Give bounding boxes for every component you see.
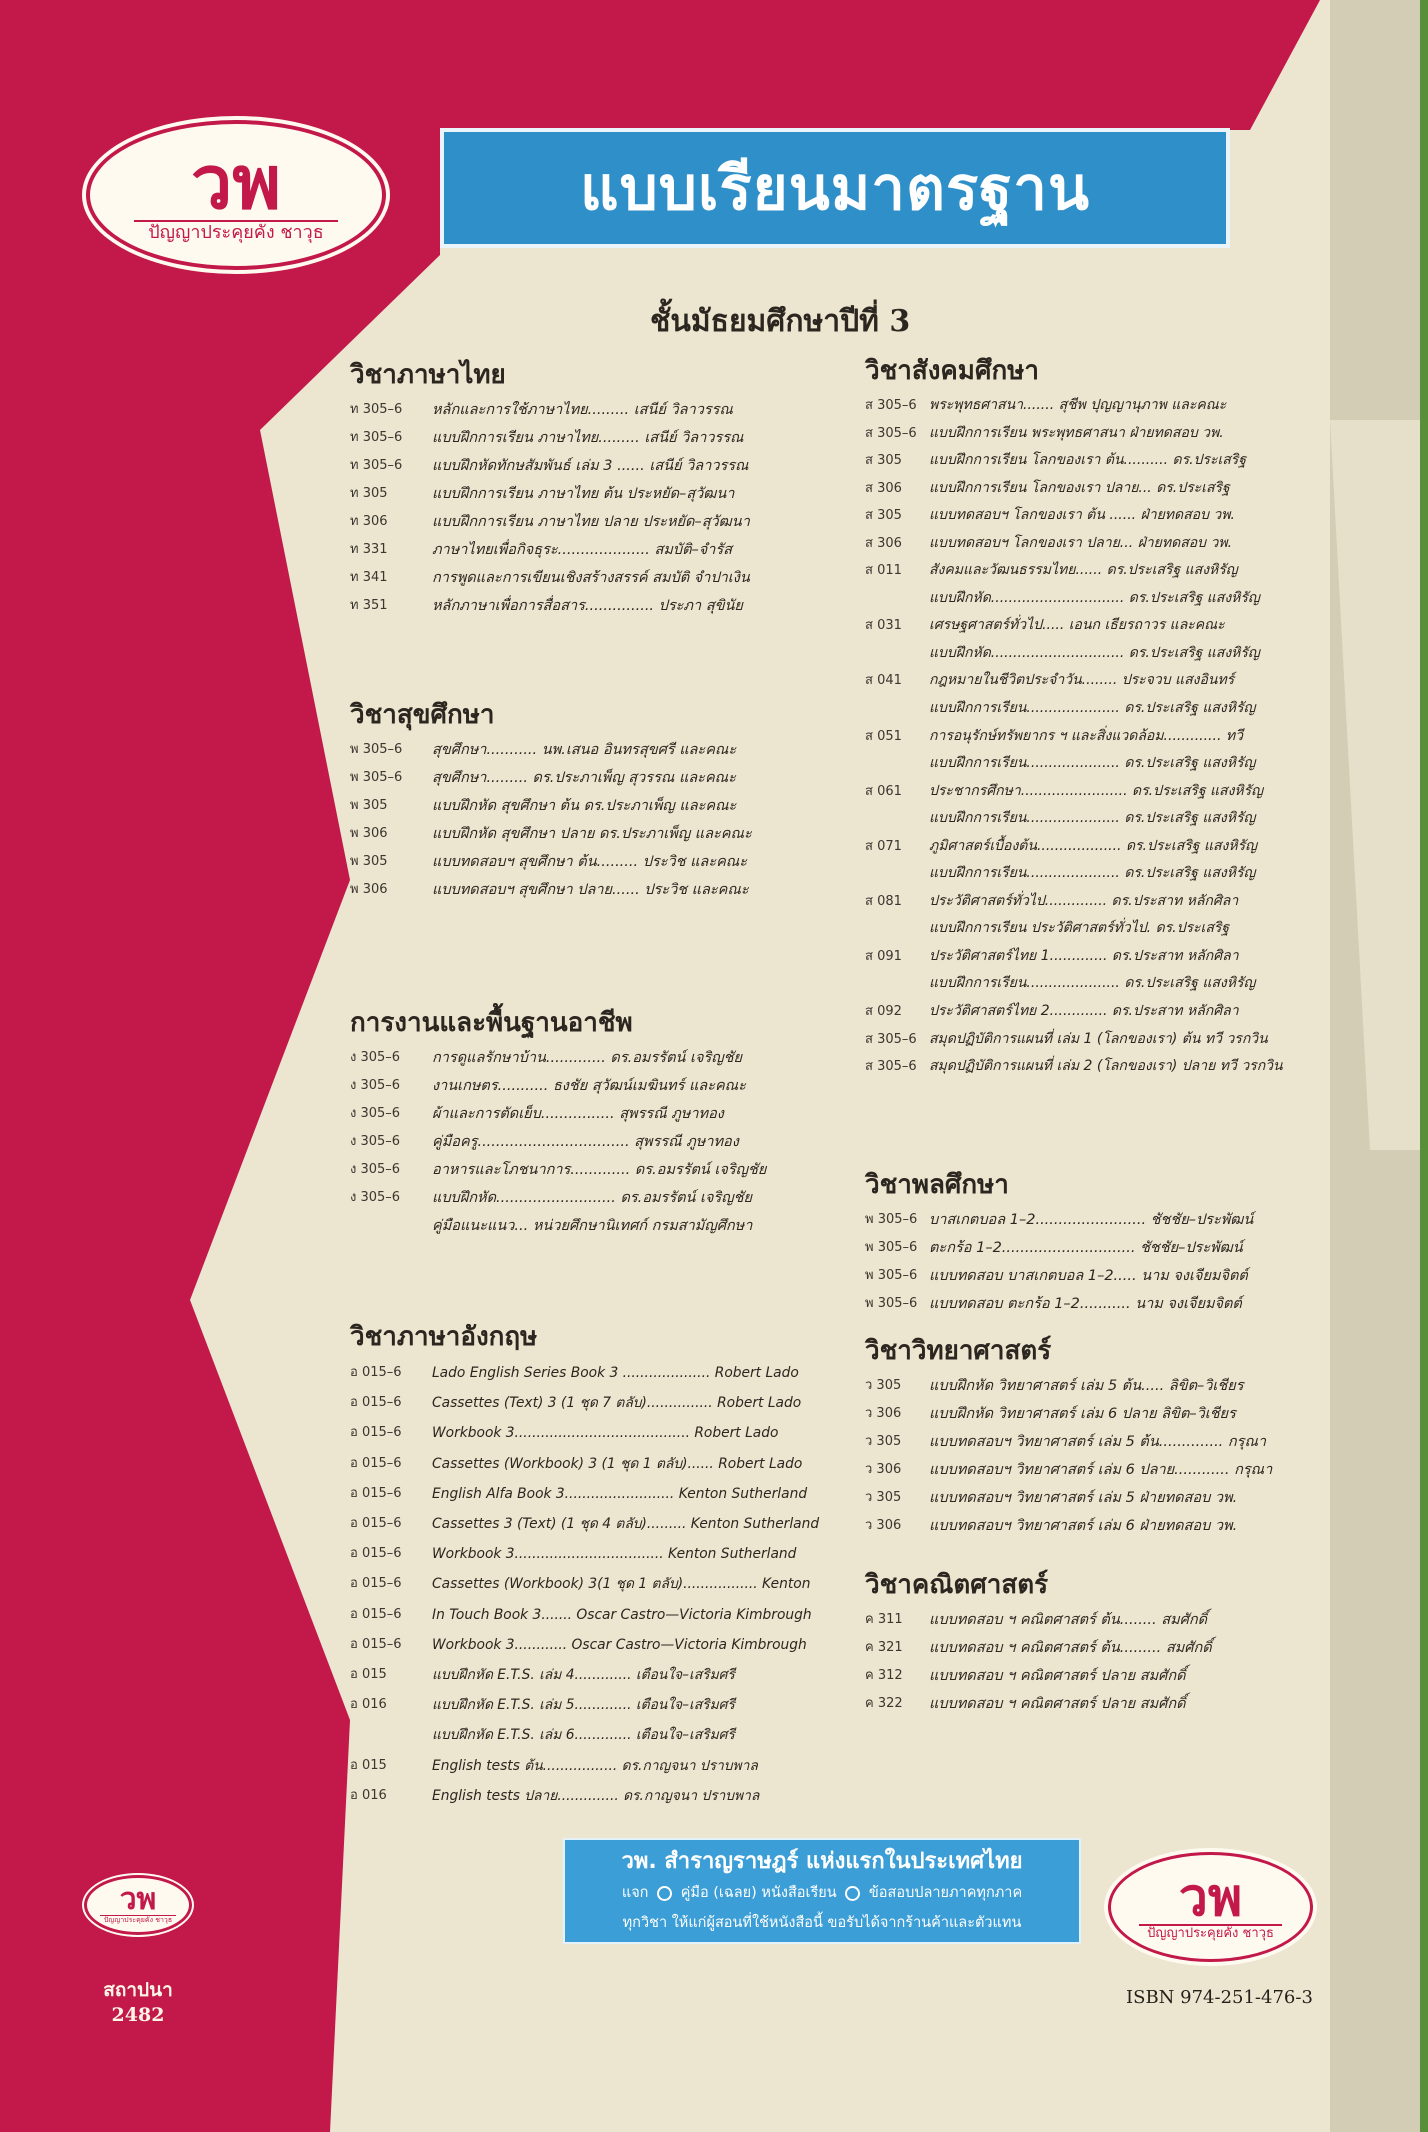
- course-code: อ 015–6: [350, 1606, 402, 1622]
- book-entry: แบบทดสอบฯ โลกของเรา ต้น ...... ฝ่ายทดสอบ วพ.: [929, 507, 1235, 524]
- book-entry: แบบฝึกการเรียน โลกของเรา ต้น.......... ดร.ประเสริฐ: [929, 452, 1247, 469]
- founded-year: 2482: [111, 2004, 165, 2026]
- course-code: ท 305–6: [350, 430, 403, 445]
- book-row: [865, 1428, 1330, 1456]
- book-row: [350, 1539, 820, 1569]
- course-code: พ 305: [350, 798, 388, 813]
- book-row: [865, 1234, 1330, 1262]
- course-code: อ 015–6: [350, 1365, 402, 1380]
- book-entry: งานเกษตร........... ธงชัย สุวัฒน์เมฆินทร์ และคณะ: [432, 1078, 746, 1094]
- course-code: ค 322: [865, 1696, 903, 1711]
- course-code: ท 331: [350, 542, 388, 557]
- course-code: ง 305–6: [350, 1050, 401, 1065]
- book-entry: การอนุรักษ์ทรัพยากร ฯ และสิ่งแวดล้อม............. ทวี: [929, 727, 1243, 744]
- book-entry: Cassettes (Workbook) 3(1 ชุด 1 ตลับ)................. Kenton: [432, 1576, 811, 1593]
- book-row: [350, 1751, 820, 1781]
- book-row: [350, 1184, 820, 1212]
- course-code: ว 306: [865, 1462, 902, 1477]
- course-code: ว 306: [865, 1518, 902, 1533]
- course-code: อ 016: [350, 1697, 387, 1713]
- book-entry: แบบทดสอบ ฯ คณิตศาสตร์ ต้น........ สมศักดิ์: [929, 1612, 1208, 1628]
- course-code: ค 312: [865, 1668, 903, 1683]
- book-row: [350, 1100, 820, 1128]
- book-row: [350, 1720, 820, 1750]
- section-title: วิชาวิทยาศาสตร์: [865, 1336, 1052, 1366]
- book-row: [350, 1509, 820, 1539]
- book-entry: สังคมและวัฒนธรรมไทย...... ดร.ประเสริฐ แสงหิรัญ: [929, 562, 1238, 579]
- book-row: [350, 1569, 820, 1599]
- book-entry: การพูดและการเขียนเชิงสร้างสรรค์ สมบัติ จำปาเงิน: [432, 570, 750, 586]
- course-code: [350, 1720, 432, 1750]
- book-entry: แบบทดสอบฯ สุขศึกษา ปลาย...... ประวิช และคณะ: [432, 882, 749, 898]
- book-entry: แบบฝึกหัด สุขศึกษา ปลาย ดร.ประภาเพ็ญ และคณะ: [432, 826, 752, 842]
- book-row: [350, 792, 820, 820]
- course-code: พ 305–6: [865, 1212, 918, 1227]
- course-code: ส 081: [865, 893, 902, 909]
- publisher-logo: [86, 120, 386, 270]
- book-row: [865, 1290, 1330, 1318]
- book-entry: Cassettes 3 (Text) (1 ชุด 4 ตลับ)......... Kenton Sutherland: [432, 1516, 820, 1533]
- section-health: [350, 696, 820, 904]
- book-row: [350, 1781, 820, 1811]
- course-code: พ 306: [350, 826, 388, 841]
- course-code: ส 051: [865, 728, 902, 744]
- book-row: [865, 475, 1330, 503]
- course-code: ส 061: [865, 783, 902, 799]
- book-entry: แบบทดสอบฯ โลกของเรา ปลาย... ฝ่ายทดสอบ วพ.: [929, 534, 1233, 551]
- book-entry: Cassettes (Text) 3 (1 ชุด 7 ตลับ)............... Robert Lado: [432, 1395, 802, 1412]
- book-row: [350, 764, 820, 792]
- book-row: [350, 396, 820, 424]
- series-title: แบบเรียนมาตรฐาน: [580, 153, 1090, 224]
- section-thai: [350, 356, 820, 620]
- book-entry: คู่มือแนะแนว... หน่วยศึกษานิเทศก์ กรมสามัญศึกษา: [432, 1218, 753, 1234]
- book-row: [865, 695, 1330, 723]
- section-title: วิชาสุขศึกษา: [350, 700, 495, 730]
- course-code: พ 305–6: [350, 770, 403, 785]
- isbn: ISBN 974-251-476-3: [1126, 1987, 1313, 2008]
- course-code: อ 015: [350, 1757, 387, 1773]
- book-entry: แบบฝึกหัด วิทยาศาสตร์ เล่ม 5 ต้น..... ลิขิต–วิเชียร: [929, 1378, 1244, 1394]
- book-entry: คู่มือครู................................. สุพรรณี ภูษาทอง: [432, 1134, 739, 1150]
- book-entry: แบบฝึกหัด สุขศึกษา ต้น ดร.ประภาเพ็ญ และคณะ: [432, 798, 737, 814]
- book-row: [350, 1156, 820, 1184]
- course-code: อ 015–6: [350, 1576, 402, 1592]
- book-entry: แบบฝึกการเรียน โลกของเรา ปลาย... ดร.ประเสริฐ: [929, 479, 1230, 496]
- course-code: [350, 1212, 432, 1240]
- book-entry: พระพุทธศาสนา....... สุชีพ ปุญญานุภาพ และคณะ: [929, 397, 1227, 413]
- book-entry: English tests ต้น................. ดร.กาญจนา ปราบพาล: [432, 1757, 758, 1774]
- book-entry: ประวัติศาสตร์ไทย 1............. ดร.ประสาท หลักศิลา: [929, 947, 1239, 964]
- book-row: [865, 943, 1330, 971]
- promo-box: [563, 1838, 1081, 1944]
- course-code: [865, 640, 929, 668]
- course-code: อ 015–6: [350, 1546, 402, 1562]
- section-title: วิชาคณิตศาสตร์: [865, 1570, 1049, 1600]
- logo-mark: วพ: [1178, 1867, 1243, 1929]
- book-row: [865, 723, 1330, 751]
- logo-motto: ปัญญาประคุยคัง ชาวุธ: [100, 1915, 176, 1924]
- course-code: [865, 750, 929, 778]
- book-row: [865, 502, 1330, 530]
- course-code: ส 011: [865, 563, 902, 579]
- book-entry: แบบทดสอบ ตะกร้อ 1–2........... นาม จงเจียมจิตต์: [929, 1296, 1242, 1312]
- course-code: ว 305: [865, 1490, 902, 1505]
- grade-heading: ชั้นมัธยมศึกษาปีที่ 3: [650, 304, 911, 339]
- course-code: ง 305–6: [350, 1162, 401, 1177]
- course-code: ส 305: [865, 453, 902, 469]
- course-code: ง 305–6: [350, 1134, 401, 1149]
- book-row: [865, 557, 1330, 585]
- book-row: [350, 1418, 820, 1448]
- book-entry: แบบฝึกการเรียน ภาษาไทย ต้น ประหยัด–สุวัฒนา: [432, 486, 735, 502]
- founded-stamp: [88, 1978, 188, 2028]
- book-entry: บาสเกตบอล 1–2........................ ชัชชัย–ประพัฒน์: [929, 1212, 1254, 1228]
- course-code: ค 321: [865, 1640, 903, 1655]
- book-row: [350, 736, 820, 764]
- course-code: อ 015–6: [350, 1485, 402, 1501]
- section-math: [865, 1566, 1330, 1718]
- book-row: [865, 860, 1330, 888]
- book-row: [865, 585, 1330, 613]
- course-code: อ 016: [350, 1787, 387, 1803]
- course-code: [865, 915, 929, 943]
- course-code: ส 041: [865, 673, 902, 689]
- number-one-icon: [657, 1886, 672, 1901]
- book-row: [350, 1044, 820, 1072]
- course-code: อ 015–6: [350, 1516, 402, 1532]
- book-entry: English Alfa Book 3......................... Kenton Sutherland: [432, 1485, 808, 1502]
- book-row: [350, 592, 820, 620]
- book-entry: แบบฝึกการเรียน ภาษาไทย......... เสนีย์ วิลาวรรณ: [432, 430, 744, 446]
- book-entry: Workbook 3........................................ Robert Lado: [432, 1425, 779, 1442]
- course-code: ว 305: [865, 1434, 902, 1449]
- book-row: [865, 667, 1330, 695]
- course-code: ท 305–6: [350, 458, 403, 473]
- book-row: [350, 508, 820, 536]
- book-row: [865, 447, 1330, 475]
- book-row: [865, 612, 1330, 640]
- course-code: ส 306: [865, 480, 902, 496]
- book-row: [865, 392, 1330, 420]
- book-entry: ประวัติศาสตร์ทั่วไป.............. ดร.ประสาท หลักศิลา: [929, 892, 1239, 909]
- book-entry: หลักภาษาเพื่อการสื่อสาร............... ประภา สุขินัย: [432, 598, 743, 614]
- promo-line-2: [565, 1878, 1079, 1908]
- book-entry: Cassettes (Workbook) 3 (1 ชุด 1 ตลับ)...... Robert Lado: [432, 1455, 803, 1472]
- course-code: ส 091: [865, 948, 902, 964]
- book-entry: แบบฝึกการเรียน..................... ดร.ประเสริฐ แสงหิรัญ: [929, 865, 1256, 882]
- book-row: [350, 452, 820, 480]
- book-entry: แบบฝึกการเรียน..................... ดร.ประเสริฐ แสงหิรัญ: [929, 700, 1256, 717]
- book-row: [865, 1662, 1330, 1690]
- book-entry: ตะกร้อ 1–2............................. ชัชชัย–ประพัฒน์: [929, 1240, 1243, 1256]
- section-science: [865, 1332, 1330, 1540]
- book-row: [350, 1449, 820, 1479]
- course-code: ท 351: [350, 598, 388, 613]
- founded-label: สถาปนา: [103, 1979, 173, 2001]
- book-row: [350, 424, 820, 452]
- course-code: พ 305: [350, 854, 388, 869]
- course-code: ว 305: [865, 1378, 902, 1393]
- book-entry: แบบฝึกหัด.......................... ดร.อมรรัตน์ เจริญชัย: [432, 1190, 752, 1206]
- book-entry: แบบทดสอบ ฯ คณิตศาสตร์ ปลาย สมศักดิ์: [929, 1668, 1186, 1684]
- course-code: พ 305–6: [865, 1296, 918, 1311]
- book-row: [865, 1512, 1330, 1540]
- book-entry: แบบทดสอบฯ วิทยาศาสตร์ เล่ม 5 ต้น.............. กรุณา: [929, 1434, 1267, 1450]
- section-title: วิชาสังคมศึกษา: [865, 356, 1039, 386]
- course-code: ส 305–6: [865, 1031, 917, 1047]
- book-entry: สมุดปฏิบัติการแผนที่ เล่ม 1 (โลกของเรา) ต้น ทวี วรกวิน: [929, 1030, 1268, 1047]
- book-row: [865, 1484, 1330, 1512]
- book-row: [865, 1456, 1330, 1484]
- promo-title: วพ. สำราญราษฎร์ แห่งแรกในประเทศไทย: [621, 1849, 1023, 1874]
- promo-item-2: ข้อสอบปลายภาคทุกภาค: [868, 1885, 1023, 1901]
- book-row: [865, 778, 1330, 806]
- book-entry: แบบฝึกหัด E.T.S. เล่ม 6............. เตือนใจ–เสริมศรี: [432, 1727, 735, 1744]
- book-row: [350, 1690, 820, 1720]
- book-row: [350, 876, 820, 904]
- book-entry: แบบฝึกการเรียน ภาษาไทย ปลาย ประหยัด–สุวัฒนา: [432, 514, 750, 530]
- book-row: [865, 970, 1330, 998]
- book-entry: แบบฝึกหัด วิทยาศาสตร์ เล่ม 6 ปลาย ลิขิต–วิเชียร: [929, 1406, 1236, 1422]
- course-code: ส 306: [865, 535, 902, 551]
- book-entry: แบบทดสอบฯ วิทยาศาสตร์ เล่ม 6 ฝ่ายทดสอบ วพ.: [929, 1518, 1238, 1534]
- book-row: [350, 536, 820, 564]
- book-row: [865, 1690, 1330, 1718]
- book-row: [865, 1400, 1330, 1428]
- book-row: [350, 1358, 820, 1388]
- book-entry: แบบทดสอบฯ วิทยาศาสตร์ เล่ม 6 ปลาย............ กรุณา: [929, 1462, 1273, 1478]
- course-code: ท 306: [350, 514, 388, 529]
- book-row: [865, 420, 1330, 448]
- book-row: [865, 1606, 1330, 1634]
- course-code: อ 015–6: [350, 1636, 402, 1652]
- course-code: [865, 970, 929, 998]
- book-row: [865, 1634, 1330, 1662]
- book-row: [350, 1660, 820, 1690]
- course-code: อ 015: [350, 1667, 387, 1683]
- book-entry: ประวัติศาสตร์ไทย 2............. ดร.ประสาท หลักศิลา: [929, 1003, 1239, 1020]
- book-row: [865, 915, 1330, 943]
- book-row: [350, 1600, 820, 1630]
- promo-line-3: ทุกวิชา ให้แก่ผู้สอนที่ใช้หนังสือนี้ ขอรับได้จากร้านค้าและตัวแทน: [622, 1915, 1022, 1931]
- book-entry: สุขศึกษา......... ดร.ประภาเพ็ญ สุวรรณ และคณะ: [432, 770, 736, 786]
- course-code: พ 305–6: [865, 1268, 918, 1283]
- book-row: [350, 848, 820, 876]
- book-row: [350, 1630, 820, 1660]
- course-code: ท 305–6: [350, 402, 403, 417]
- section-title: การงานและพื้นฐานอาชีพ: [350, 1008, 633, 1038]
- book-entry: แบบฝึกหัด.............................. ดร.ประเสริฐ แสงหิรัญ: [929, 644, 1260, 661]
- course-code: ง 305–6: [350, 1078, 401, 1093]
- course-code: ท 341: [350, 570, 388, 585]
- book-entry: สมุดปฏิบัติการแผนที่ เล่ม 2 (โลกของเรา) ปลาย ทวี วรกวิน: [929, 1058, 1283, 1075]
- course-code: ส 031: [865, 618, 902, 634]
- book-entry: แบบทดสอบฯ วิทยาศาสตร์ เล่ม 5 ฝ่ายทดสอบ วพ.: [929, 1490, 1238, 1506]
- course-code: ง 305–6: [350, 1106, 401, 1121]
- book-row: [865, 1372, 1330, 1400]
- publisher-logo-tiny: [84, 1875, 192, 1935]
- book-entry: แบบทดสอบ บาสเกตบอล 1–2..... นาม จงเจียมจิตต์: [929, 1268, 1248, 1284]
- book-entry: แบบฝึกหัด.............................. ดร.ประเสริฐ แสงหิรัญ: [929, 589, 1260, 606]
- book-row: [350, 1388, 820, 1418]
- book-entry: แบบฝึกหัด E.T.S. เล่ม 5............. เตือนใจ–เสริมศรี: [432, 1697, 735, 1714]
- book-entry: แบบฝึกหัดทักษสัมพันธ์ เล่ม 3 ...... เสนีย์ วิลาวรรณ: [432, 458, 749, 474]
- book-row: [350, 564, 820, 592]
- book-entry: แบบฝึกการเรียน..................... ดร.ประเสริฐ แสงหิรัญ: [929, 975, 1256, 992]
- book-entry: English tests ปลาย.............. ดร.กาญจนา ปราบพาล: [432, 1787, 760, 1804]
- section-pe: [865, 1166, 1330, 1318]
- section-title: วิชาพลศึกษา: [865, 1170, 1009, 1200]
- book-entry: แบบฝึกการเรียน..................... ดร.ประเสริฐ แสงหิรัญ: [929, 755, 1256, 772]
- book-row: [865, 1206, 1330, 1234]
- course-code: ส 305–6: [865, 1059, 917, 1075]
- book-entry: แบบฝึกการเรียน..................... ดร.ประเสริฐ แสงหิรัญ: [929, 810, 1256, 827]
- book-entry: แบบฝึกการเรียน ประวัติศาสตร์ทั่วไป. ดร.ประเสริฐ: [929, 920, 1230, 937]
- book-entry: กฎหมายในชีวิตประจำวัน........ ประจวบ แสงอินทร์: [929, 672, 1235, 689]
- course-code: อ 015–6: [350, 1395, 402, 1411]
- course-code: ง 305–6: [350, 1190, 401, 1205]
- course-code: อ 015–6: [350, 1425, 402, 1441]
- book-row: [865, 1262, 1330, 1290]
- book-entry: แบบทดสอบ ฯ คณิตศาสตร์ ปลาย สมศักดิ์: [929, 1696, 1186, 1712]
- book-row: [865, 530, 1330, 558]
- book-entry: แบบฝึกหัด E.T.S. เล่ม 4............. เตือนใจ–เสริมศรี: [432, 1667, 735, 1684]
- book-entry: ภาษาไทยเพื่อกิจธุระ.................... สมบัติ–จำรัส: [432, 542, 733, 558]
- course-code: ว 306: [865, 1406, 902, 1421]
- course-code: ส 305–6: [865, 398, 917, 413]
- series-banner: [440, 128, 1230, 248]
- logo-mark: วพ: [119, 1882, 157, 1918]
- section-title: วิชาภาษาไทย: [350, 360, 506, 390]
- course-code: ค 311: [865, 1612, 903, 1627]
- book-entry: แบบทดสอบ ฯ คณิตศาสตร์ ต้น......... สมศักดิ์: [929, 1640, 1212, 1656]
- book-entry: อาหารและโภชนาการ............. ดร.อมรรัตน์ เจริญชัย: [432, 1162, 767, 1178]
- course-code: ส 305: [865, 508, 902, 524]
- course-code: ท 305: [350, 486, 388, 501]
- book-row: [350, 1128, 820, 1156]
- book-entry: แบบทดสอบฯ สุขศึกษา ต้น......... ประวิช และคณะ: [432, 854, 748, 870]
- book-row: [865, 833, 1330, 861]
- course-code: [865, 805, 929, 833]
- section-english: [350, 1318, 820, 1811]
- book-row: [865, 640, 1330, 668]
- course-code: [865, 860, 929, 888]
- course-code: [865, 585, 929, 613]
- section-title: วิชาภาษาอังกฤษ: [350, 1322, 538, 1352]
- book-entry: หลักและการใช้ภาษาไทย......... เสนีย์ วิลาวรรณ: [432, 402, 733, 418]
- promo-give: แจก: [621, 1885, 649, 1901]
- book-row: [350, 1072, 820, 1100]
- promo-item-1: คู่มือ (เฉลย) หนังสือเรียน: [680, 1885, 837, 1901]
- book-entry: In Touch Book 3....... Oscar Castro—Victoria Kimbrough: [432, 1606, 812, 1623]
- book-row: [865, 888, 1330, 916]
- course-code: อ 015–6: [350, 1455, 402, 1471]
- course-code: ส 071: [865, 838, 902, 854]
- book-row: [865, 998, 1330, 1026]
- book-entry: Workbook 3.................................. Kenton Sutherland: [432, 1546, 797, 1563]
- book-entry: ภูมิศาสตร์เบื้องต้น................... ดร.ประเสริฐ แสงหิรัญ: [929, 837, 1258, 854]
- logo-mark: วพ: [190, 140, 282, 227]
- section-career: [350, 1004, 820, 1240]
- logo-motto: ปัญญาประคุยคัง ชาวุธ: [134, 220, 338, 244]
- book-row: [865, 1026, 1330, 1054]
- book-row: [350, 820, 820, 848]
- book-entry: ประชากรศึกษา........................ ดร.ประเสริฐ แสงหิรัญ: [929, 782, 1264, 799]
- course-code: พ 305–6: [865, 1240, 918, 1255]
- book-entry: แบบฝึกการเรียน พระพุทธศาสนา ฝ่ายทดสอบ วพ.: [929, 424, 1224, 441]
- book-row: [350, 1479, 820, 1509]
- number-two-icon: [845, 1886, 860, 1901]
- book-row: [865, 750, 1330, 778]
- course-code: พ 306: [350, 882, 388, 897]
- book-entry: การดูแลรักษาบ้าน............. ดร.อมรรัตน์ เจริญชัย: [432, 1050, 742, 1066]
- book-row: [350, 480, 820, 508]
- book-entry: เศรษฐศาสตร์ทั่วไป..... เอนก เธียรถาวร และคณะ: [929, 617, 1225, 634]
- logo-motto: ปัญญาประคุยคัง ชาวุธ: [1139, 1924, 1282, 1942]
- course-code: ส 305–6: [865, 425, 917, 441]
- book-row: [865, 1053, 1330, 1081]
- book-entry: Lado English Series Book 3 .................... Robert Lado: [432, 1365, 799, 1381]
- section-social: [865, 352, 1330, 1081]
- book-entry: Workbook 3............ Oscar Castro—Victoria Kimbrough: [432, 1636, 807, 1653]
- publisher-logo-small: [1108, 1852, 1313, 1962]
- course-code: พ 305–6: [350, 742, 403, 757]
- book-entry: สุขศึกษา........... นพ.เสนอ อินทรสุขศรี และคณะ: [432, 742, 737, 758]
- book-row: [350, 1212, 820, 1240]
- book-row: [865, 805, 1330, 833]
- course-code: ส 092: [865, 1004, 902, 1020]
- book-entry: ผ้าและการตัดเย็บ................ สุพรรณี ภูษาทอง: [432, 1106, 724, 1122]
- course-code: [865, 695, 929, 723]
